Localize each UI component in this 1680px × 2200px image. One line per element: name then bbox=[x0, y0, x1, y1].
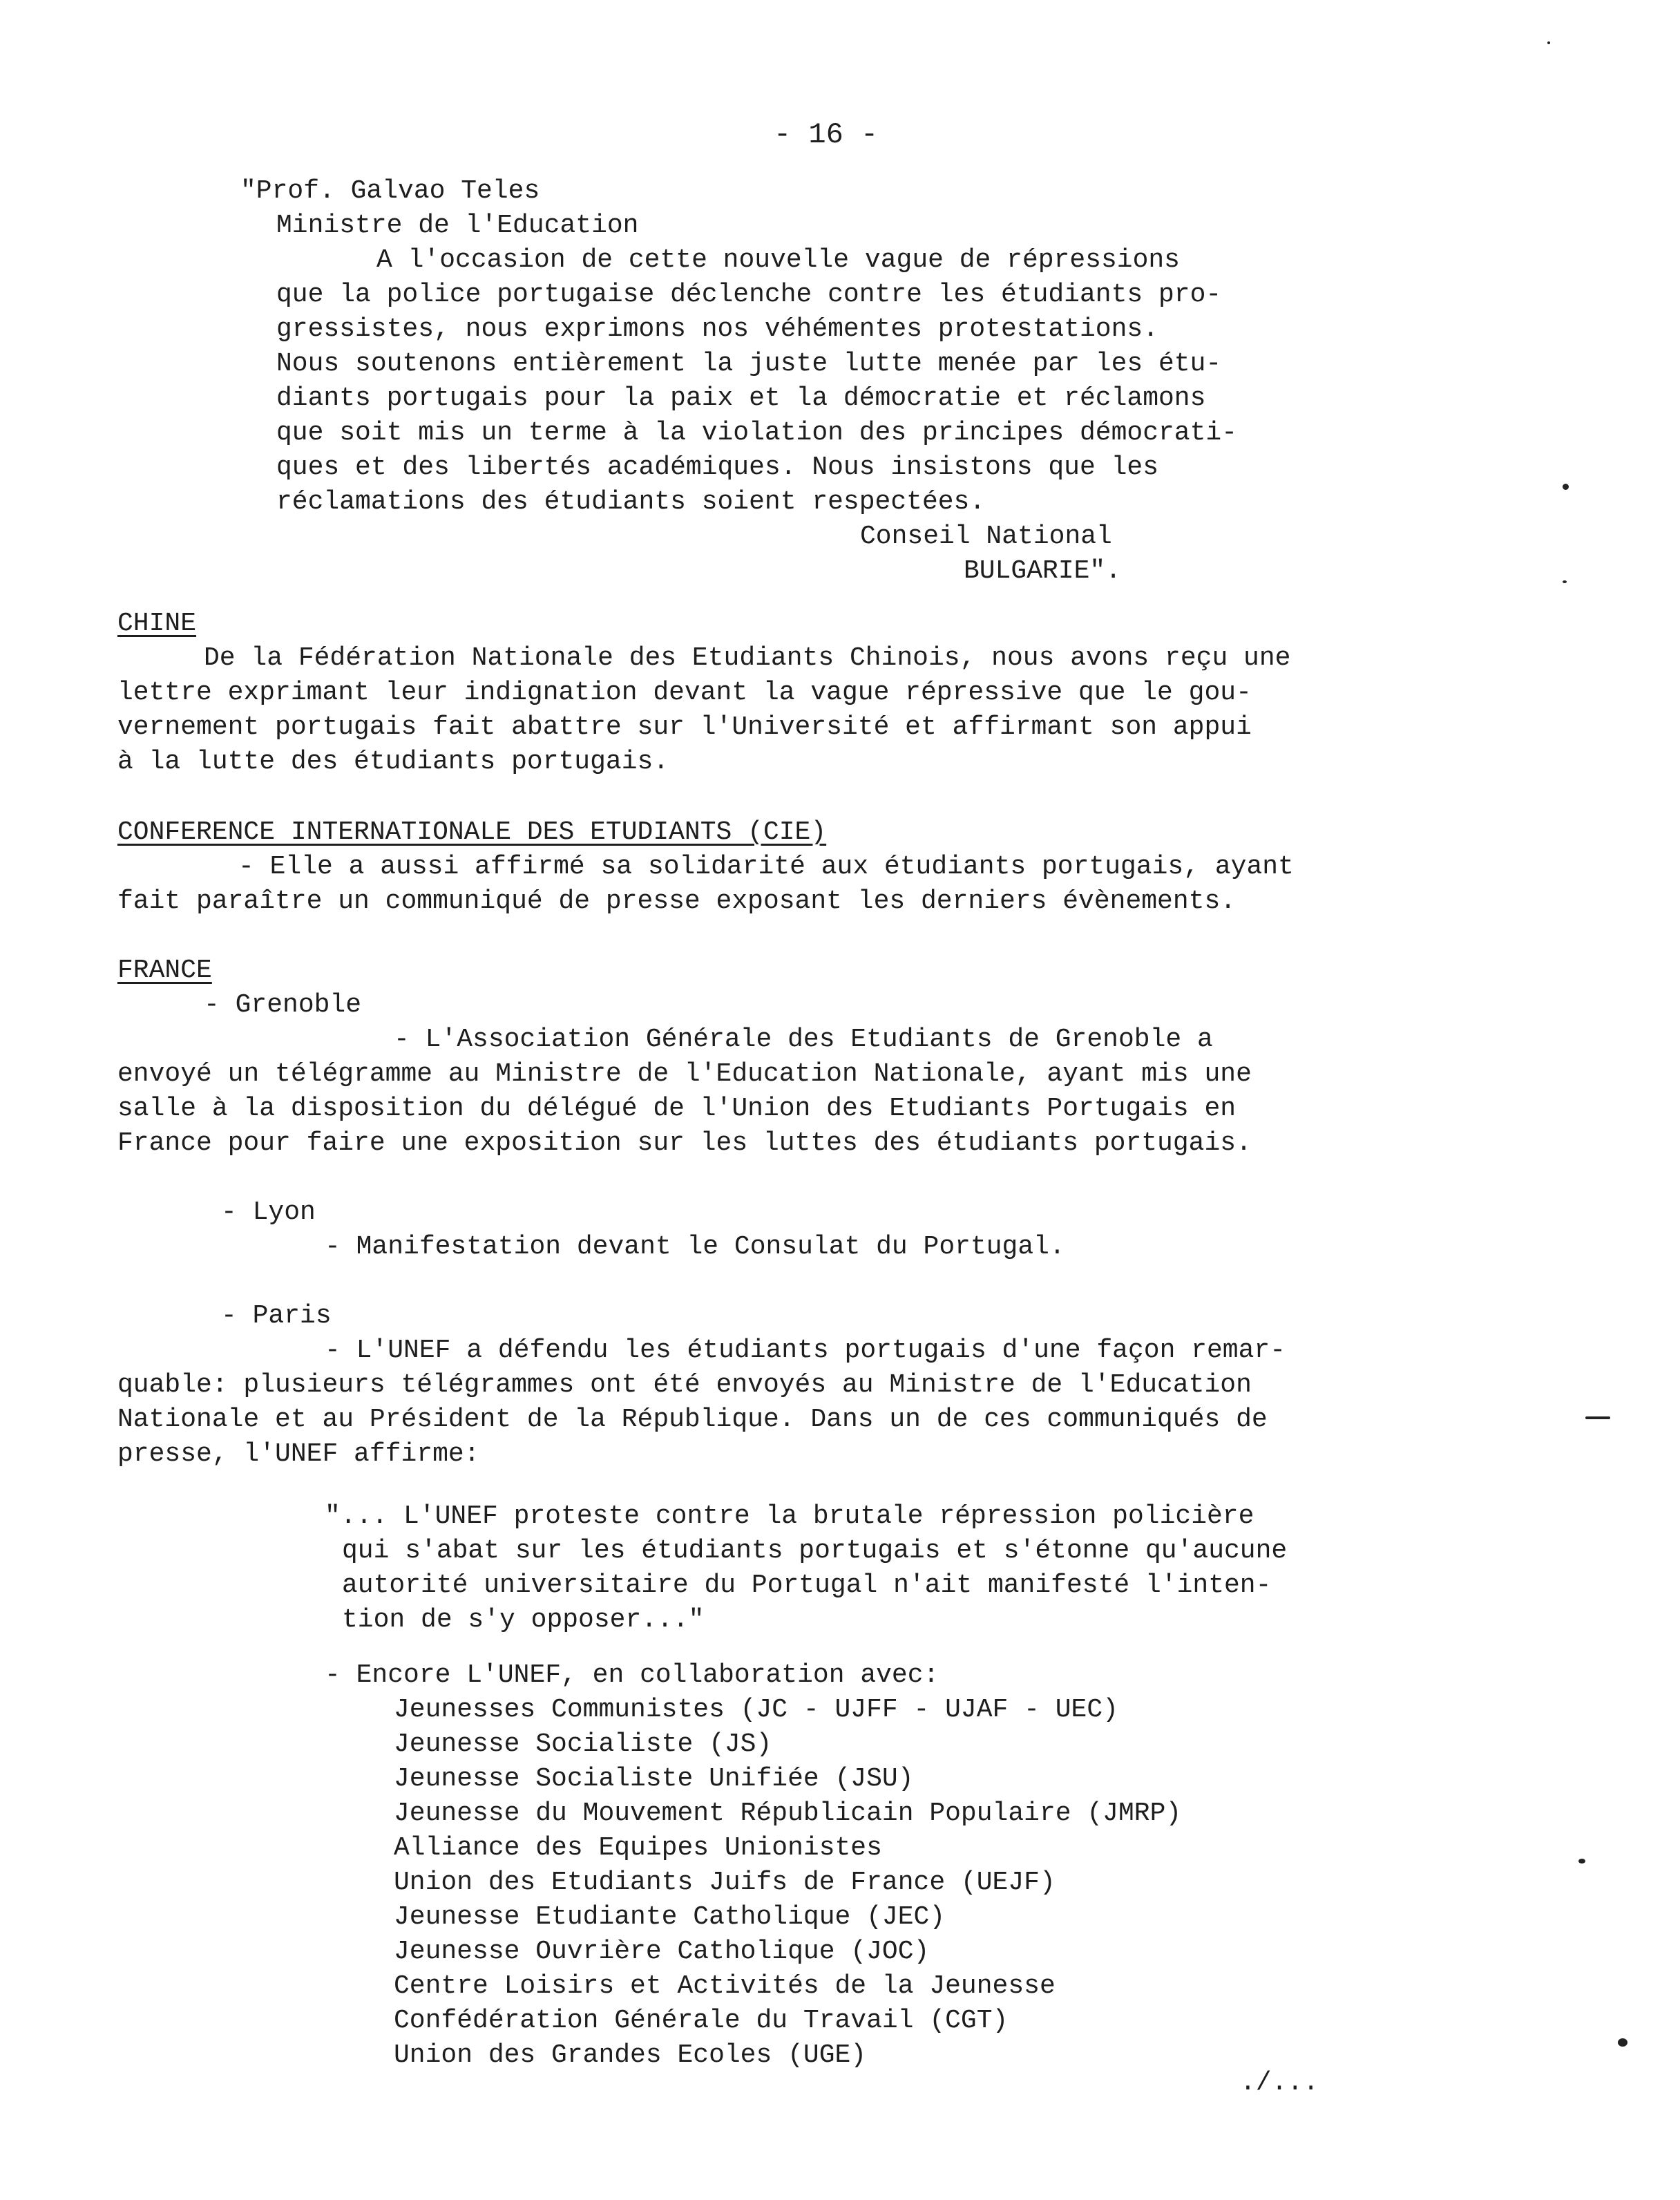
quote-line: autorité universitaire du Portugal n'ait manifesté l'inten- bbox=[342, 1571, 1272, 1600]
letter-line: diants portugais pour la paix et la démocratie et réclamons bbox=[276, 383, 1206, 413]
paragraph-line: quable: plusieurs télégrammes ont été envoyés au Ministre de l'Education bbox=[117, 1370, 1252, 1400]
collaboration-intro: - Encore L'UNEF, en collaboration avec: bbox=[325, 1660, 939, 1690]
city-heading: - Grenoble bbox=[204, 990, 362, 1020]
page-number: - 16 - bbox=[774, 118, 879, 151]
list-item: Jeunesse Ouvrière Catholique (JOC) bbox=[394, 1937, 930, 1966]
continuation-mark: ./... bbox=[1240, 2068, 1319, 2098]
paragraph-line: - Elle a aussi affirmé sa solidarité aux étudiants portugais, ayant bbox=[238, 852, 1294, 882]
letter-line: que soit mis un terme à la violation des principes démocrati- bbox=[276, 418, 1238, 448]
city-heading: - Lyon bbox=[221, 1197, 316, 1227]
paragraph-line: envoyé un télégramme au Ministre de l'Education Nationale, ayant mis une bbox=[117, 1059, 1252, 1089]
scan-speck bbox=[1585, 1416, 1610, 1419]
list-item: Union des Etudiants Juifs de France (UEJF) bbox=[394, 1868, 1056, 1897]
paragraph-line: presse, l'UNEF affirme: bbox=[117, 1439, 480, 1469]
letter-line: que la police portugaise déclenche contre les étudiants pro- bbox=[276, 280, 1222, 310]
scan-speck bbox=[1563, 484, 1569, 490]
paragraph-line: vernement portugais fait abattre sur l'Université et affirmant son appui bbox=[117, 712, 1252, 742]
section-heading: CHINE bbox=[117, 609, 197, 638]
paragraph-line: Nationale et au Président de la République. Dans un de ces communiqués de bbox=[117, 1405, 1268, 1434]
paragraph-line: - L'Association Générale des Etudiants de Grenoble a bbox=[394, 1025, 1213, 1054]
list-item: Jeunesse Socialiste (JS) bbox=[394, 1729, 772, 1759]
paragraph-line: - L'UNEF a défendu les étudiants portugais d'une façon remar- bbox=[325, 1336, 1286, 1365]
scan-speck bbox=[1563, 580, 1567, 583]
letter-line: "Prof. Galvao Teles bbox=[240, 176, 540, 206]
paragraph-line: salle à la disposition du délégué de l'Union des Etudiants Portugais en bbox=[117, 1094, 1237, 1123]
paragraph-line: - Manifestation devant le Consulat du Portugal. bbox=[325, 1232, 1065, 1262]
list-item: Jeunesse du Mouvement Républicain Populaire (JMRP) bbox=[394, 1799, 1182, 1828]
list-item: Union des Grandes Ecoles (UGE) bbox=[394, 2040, 867, 2070]
letter-signature: BULGARIE". bbox=[964, 556, 1122, 586]
letter-line: Nous soutenons entièrement la juste lutte menée par les étu- bbox=[276, 349, 1222, 379]
list-item: Confédération Générale du Travail (CGT) bbox=[394, 2006, 1009, 2036]
quote-line: tion de s'y opposer..." bbox=[342, 1605, 705, 1635]
quote-line: qui s'abat sur les étudiants portugais et s'étonne qu'aucune bbox=[342, 1536, 1288, 1566]
list-item: Jeunesse Socialiste Unifiée (JSU) bbox=[394, 1764, 914, 1794]
list-item: Alliance des Equipes Unionistes bbox=[394, 1833, 882, 1863]
letter-line: ques et des libertés académiques. Nous insistons que les bbox=[276, 453, 1159, 482]
quote-line: "... L'UNEF proteste contre la brutale répression policière bbox=[325, 1501, 1254, 1531]
paragraph-line: De la Fédération Nationale des Etudiants Chinois, nous avons reçu une bbox=[204, 643, 1291, 673]
scan-speck bbox=[1578, 1859, 1585, 1864]
scan-speck bbox=[1547, 41, 1550, 44]
letter-line: réclamations des étudiants soient respectées. bbox=[276, 487, 986, 517]
scan-speck bbox=[1618, 2038, 1628, 2047]
letter-line: Ministre de l'Education bbox=[276, 211, 639, 240]
letter-line: gressistes, nous exprimons nos véhémentes protestations. bbox=[276, 314, 1159, 344]
letter-signature: Conseil National bbox=[860, 522, 1112, 551]
section-heading: FRANCE bbox=[117, 956, 212, 985]
city-heading: - Paris bbox=[221, 1301, 332, 1331]
list-item: Jeunesses Communistes (JC - UJFF - UJAF - UEC) bbox=[394, 1695, 1118, 1725]
letter-line: A l'occasion de cette nouvelle vague de répressions bbox=[376, 245, 1180, 275]
paragraph-line: lettre exprimant leur indignation devant la vague répressive que le gou- bbox=[117, 678, 1252, 708]
paragraph-line: fait paraître un communiqué de presse exposant les derniers évènements. bbox=[117, 886, 1237, 916]
list-item: Centre Loisirs et Activités de la Jeunesse bbox=[394, 1971, 1056, 2001]
paragraph-line: France pour faire une exposition sur les luttes des étudiants portugais. bbox=[117, 1128, 1252, 1158]
list-item: Jeunesse Etudiante Catholique (JEC) bbox=[394, 1902, 946, 1932]
section-heading: CONFERENCE INTERNATIONALE DES ETUDIANTS (CIE) bbox=[117, 817, 827, 847]
paragraph-line: à la lutte des étudiants portugais. bbox=[117, 747, 669, 777]
